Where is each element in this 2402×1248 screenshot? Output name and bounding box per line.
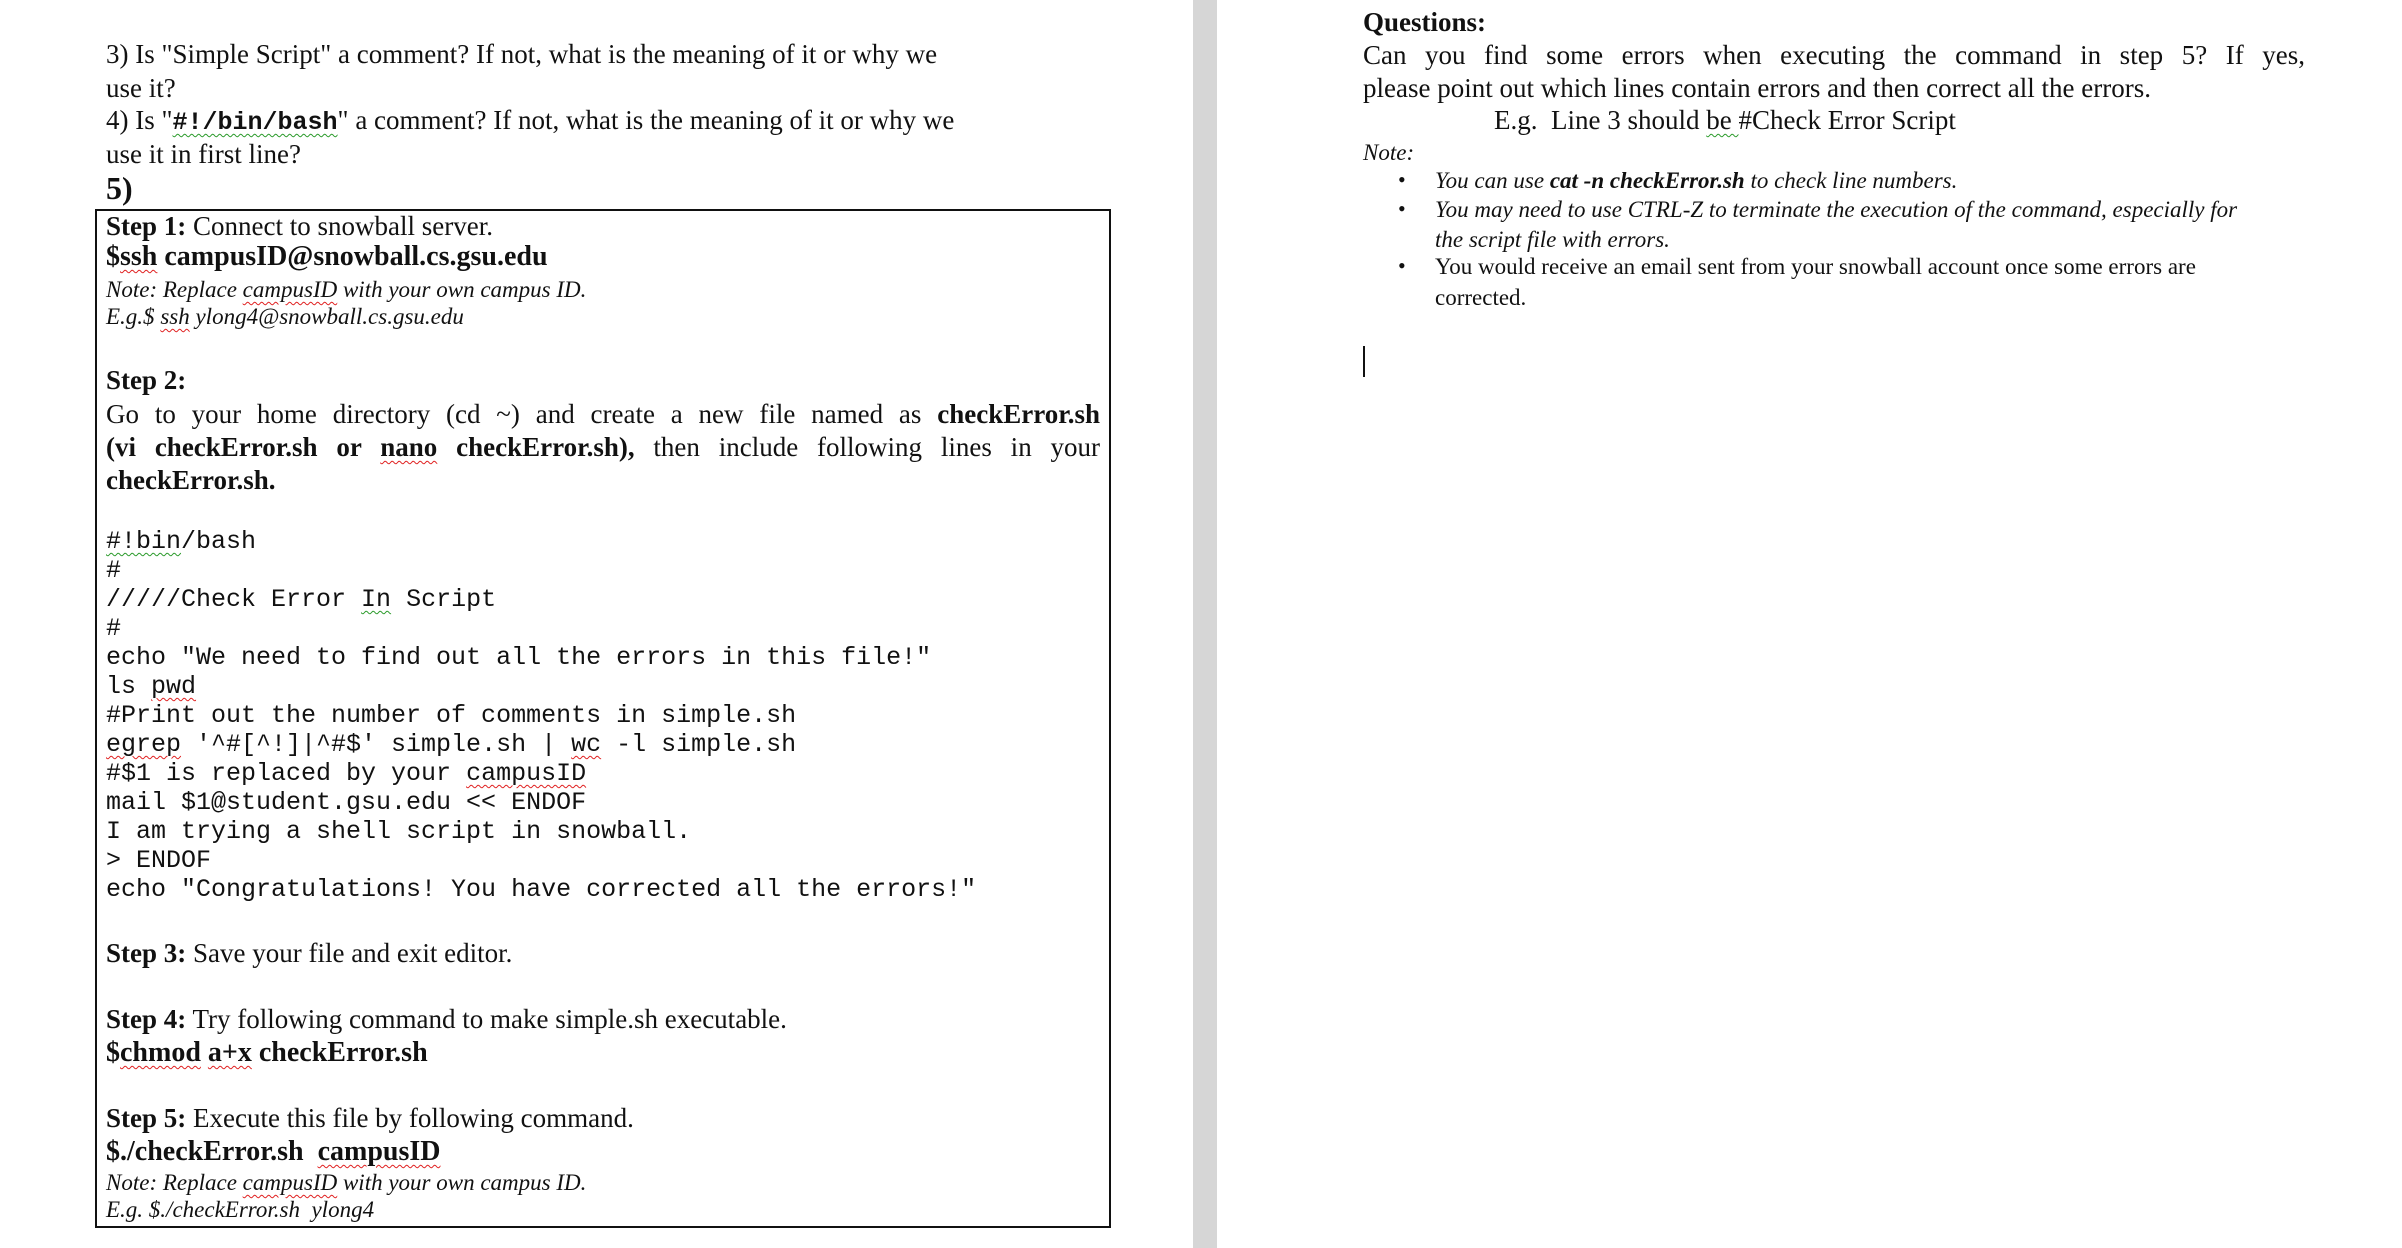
chmod-file: checkError.sh <box>251 1037 428 1068</box>
note-post: with your own campus ID. <box>337 277 587 302</box>
step4-label: Step 4: <box>106 1004 187 1034</box>
script-segment: pwd <box>151 672 197 701</box>
script-segment: /////Check Error <box>106 585 362 614</box>
note-post: with your own campus ID. <box>337 1170 587 1195</box>
b1-cmd: cat -n checkError.sh <box>1549 168 1745 193</box>
script-segment: echo "We need to find out all the errors in this file!" <box>106 643 932 672</box>
question-4-line1 <box>106 104 954 139</box>
step1-command <box>106 241 548 273</box>
question-4-line2: use it in first line? <box>106 139 301 169</box>
step5-label: Step 5: <box>106 1103 187 1133</box>
ssh-target: campusID@snowball.cs.gsu.edu <box>157 241 548 272</box>
step2-line1-text: Go to your home directory (cd ~) and create a new file named as <box>106 399 938 429</box>
bullet-icon: • <box>1398 196 1406 221</box>
note-campusid: campusID <box>242 277 338 302</box>
note-bullet-2-line1: You may need to use CTRL-Z to terminate the execution of the command, especially for <box>1435 197 2238 222</box>
step3-line <box>106 937 512 969</box>
script-segment: # <box>106 614 122 643</box>
note-label: Note: <box>1363 140 1415 165</box>
eg-pre: E.g. Line 3 should <box>1494 105 1707 135</box>
script-segment: '^#[^!]|^#$' simple.sh | <box>181 730 572 759</box>
note-bullet-3-line2: corrected. <box>1435 285 1527 310</box>
eg-pre: E.g.$ <box>106 304 161 329</box>
script-segment: I am trying a shell script in snowball. <box>106 817 692 846</box>
question-para-line1: Can you find some errors when executing the command in step 5? If yes, <box>1363 40 2305 70</box>
note-bullet-1 <box>1435 165 1957 197</box>
b1-pre: You can use <box>1435 168 1550 193</box>
step5-text: Execute this file by following command. <box>186 1103 634 1133</box>
script-segment: egrep <box>106 730 182 759</box>
script-segment: /bash <box>181 527 257 556</box>
b1-post: to check line numbers. <box>1744 168 1958 193</box>
ssh-word: ssh <box>120 241 158 272</box>
script-segment: echo "Congratulations! You have corrected all the errors!" <box>106 875 977 904</box>
script-line <box>106 701 796 730</box>
step2-line3: checkError.sh. <box>106 465 276 495</box>
questions-title: Questions: <box>1363 7 1487 37</box>
step1-label: Step 1: <box>106 211 187 241</box>
script-segment: mail $1@student.gsu.edu << ENDOF <box>106 788 587 817</box>
chmod-word: chmod <box>120 1037 201 1068</box>
note-bullet-3-line1: You would receive an email sent from your snowball account once some errors are <box>1435 254 2196 279</box>
script-segment: #$1 is replaced by your <box>106 759 467 788</box>
step2-nano: nano <box>380 432 438 462</box>
step3-label: Step 3: <box>106 938 187 968</box>
script-segment: #Print out the number of comments in simple.sh <box>106 701 797 730</box>
script-segment: In <box>361 585 392 614</box>
script-segment: ls <box>106 672 152 701</box>
note-campusid: campusID <box>242 1170 338 1195</box>
step5-example: E.g. $./checkError.sh ylong4 <box>106 1197 375 1222</box>
dollar: $ <box>106 1037 120 1068</box>
script-line <box>106 556 121 585</box>
script-line <box>106 875 976 904</box>
step4-command <box>106 1037 428 1069</box>
text-cursor[interactable] <box>1363 346 1365 377</box>
exec-campusid: campusID <box>317 1136 441 1167</box>
step3-text: Save your file and exit editor. <box>186 938 513 968</box>
eg-ssh: ssh <box>160 304 190 329</box>
q4-pre: 4) Is " <box>106 105 173 135</box>
note-pre: Note: Replace <box>106 1170 243 1195</box>
step5-command <box>106 1136 440 1168</box>
exec-cmd: $./checkError.sh <box>106 1136 318 1167</box>
note-pre: Note: Replace <box>106 277 243 302</box>
script-line <box>106 643 931 672</box>
question-para-line2: please point out which lines contain errors and then correct all the errors. <box>1363 73 2151 103</box>
script-segment: # <box>106 556 122 585</box>
q4-post: " a comment? If not, what is the meaning of it or why we <box>337 105 955 135</box>
eg-be: be <box>1706 105 1739 135</box>
step5-line <box>106 1102 634 1134</box>
step2-line1 <box>106 398 1100 430</box>
script-segment: #!bin <box>106 527 182 556</box>
script-line <box>106 846 211 875</box>
ax-word: a+x <box>207 1037 252 1068</box>
question-3-line1: 3) Is "Simple Script" a comment? If not, what is the meaning of it or why we <box>106 39 938 69</box>
script-line <box>106 527 256 556</box>
step2-line2 <box>106 431 1100 463</box>
step2-filename: checkError.sh <box>937 399 1100 429</box>
page-gap-divider <box>1193 0 1217 1248</box>
script-segment: > ENDOF <box>106 846 212 875</box>
script-line <box>106 614 121 643</box>
step1-text: Connect to snowball server. <box>186 211 493 241</box>
script-line <box>106 730 796 759</box>
space <box>201 1037 208 1068</box>
step2-line2-text: then include following lines in your <box>634 432 1101 462</box>
step1-example <box>106 301 464 333</box>
question-3-line2: use it? <box>106 73 176 103</box>
bullet-icon: • <box>1398 167 1406 192</box>
step2-nano-file: checkError.sh), <box>437 432 635 462</box>
script-line <box>106 817 691 846</box>
script-line <box>106 759 586 788</box>
script-line <box>106 788 586 817</box>
step4-line <box>106 1003 787 1035</box>
script-segment: -l simple.sh <box>601 730 797 759</box>
step2-label: Step 2: <box>106 365 187 395</box>
script-segment: wc <box>571 730 602 759</box>
q4-code: #!/bin/bash <box>172 108 338 137</box>
script-segment: campusID <box>466 759 587 788</box>
note-bullet-2-line2: the script file with errors. <box>1435 227 1670 252</box>
eg-post: ylong4@snowball.cs.gsu.edu <box>189 304 464 329</box>
step2-vi: (vi checkError.sh or <box>106 432 381 462</box>
bullet-icon: • <box>1398 253 1406 278</box>
step1-line <box>106 210 493 242</box>
eg-post: #Check Error Script <box>1738 105 1956 135</box>
step4-text: Try following command to make simple.sh executable. <box>186 1004 787 1034</box>
question-example <box>1494 104 1956 136</box>
question-5-label: 5) <box>106 170 133 206</box>
script-line <box>106 672 196 701</box>
script-segment: Script <box>391 585 497 614</box>
dollar: $ <box>106 241 120 272</box>
script-line <box>106 585 496 614</box>
